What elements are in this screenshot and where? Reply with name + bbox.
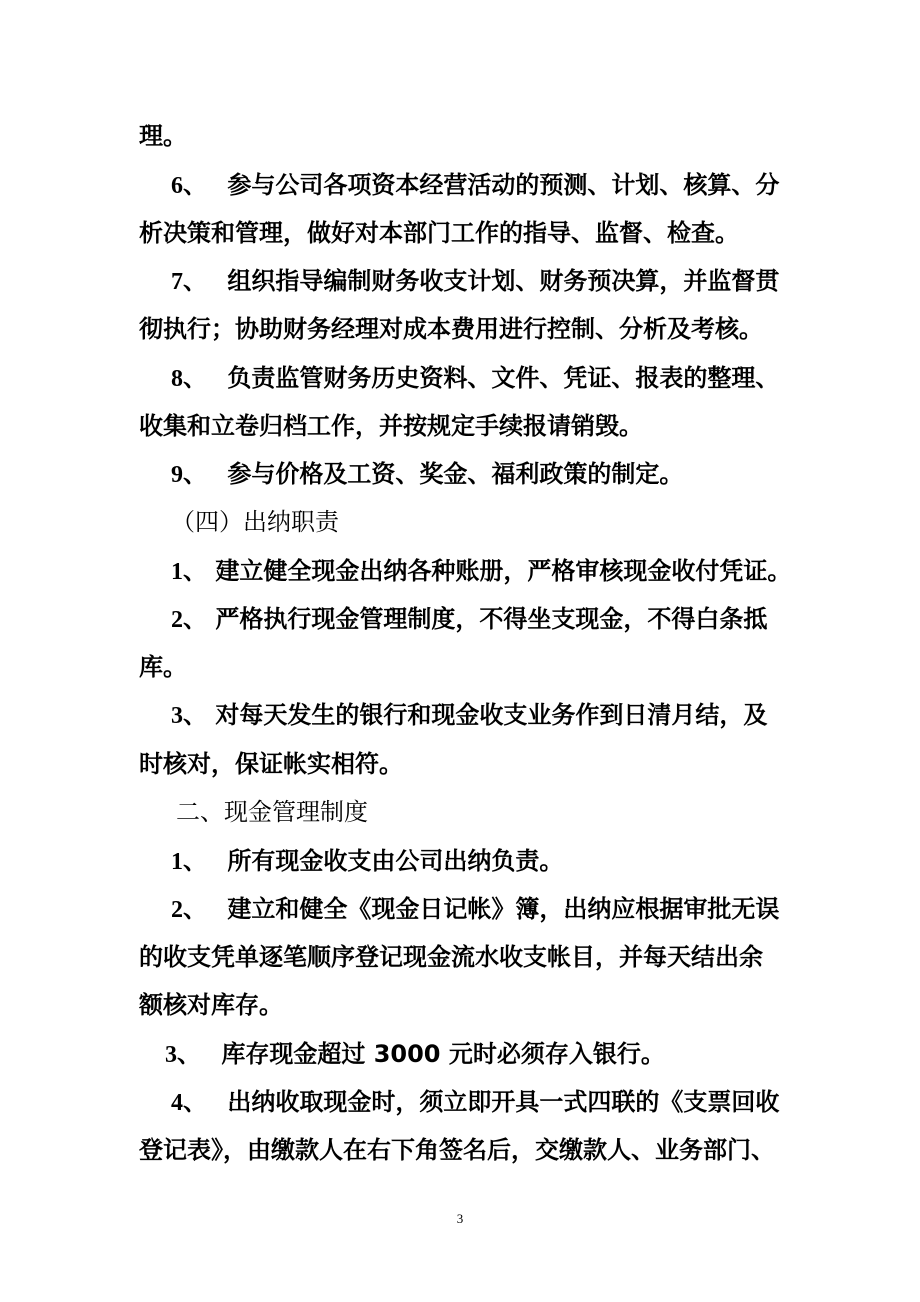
item-number: 9、	[171, 462, 207, 488]
item-number: 3、	[165, 1042, 201, 1068]
list-item-7	[171, 269, 779, 294]
text-line-11	[139, 655, 187, 679]
text-line-17	[139, 945, 763, 969]
item-number: 1、	[171, 559, 207, 585]
line-text: 时核对，保证帐实相符。	[139, 750, 403, 778]
list-item-cash-3	[165, 1042, 665, 1067]
line-text: 库。	[139, 653, 187, 681]
item-number: 2、	[171, 607, 207, 633]
list-item-9	[171, 462, 683, 487]
item-number: 7、	[171, 269, 207, 295]
text-line-6	[139, 414, 643, 438]
list-item-cash-2	[171, 897, 779, 922]
line-text: 彻执行；协助财务经理对成本费用进行控制、分析及考核。	[139, 315, 763, 343]
line-text: 建立和健全《现金日记帐》簿，出纳应根据审批无误	[227, 895, 780, 923]
list-item-cash-4	[171, 1090, 779, 1115]
line-text: 严格执行现金管理制度，不得坐支现金，不得白条抵	[215, 605, 768, 633]
list-item-cashier-2	[171, 607, 767, 632]
item-number: 6、	[171, 173, 207, 199]
text-line-4	[139, 317, 763, 341]
line-text: 所有现金收支由公司出纳负责。	[227, 847, 564, 875]
line-text: 参与价格及工资、奖金、福利政策的制定。	[227, 460, 684, 488]
line-text: 析决策和管理，做好对本部门工作的指导、监督、检查。	[139, 219, 739, 247]
text-line-21	[139, 1138, 775, 1162]
list-item-cashier-3	[171, 703, 767, 728]
line-text: 库存现金超过 3000 元时必须存入银行。	[221, 1040, 665, 1068]
line-text: 参与公司各项资本经营活动的预测、计划、核算、分	[227, 171, 780, 199]
line-text: 理。	[139, 122, 187, 150]
item-number: 4、	[171, 1090, 207, 1116]
item-number: 3、	[171, 703, 207, 729]
text-line-13	[139, 752, 403, 776]
line-text: 负责监管财务历史资料、文件、凭证、报表的整理、	[227, 364, 780, 392]
list-item-cash-1	[171, 849, 563, 874]
list-item-6	[171, 173, 779, 198]
item-number: 8、	[171, 366, 207, 392]
line-text: 建立健全现金出纳各种账册，严格审核现金收付凭证。	[215, 557, 792, 585]
item-number: 1、	[171, 849, 207, 875]
line-text: 的收支凭单逐笔顺序登记现金流水收支帐目，并每天结出余	[139, 943, 763, 971]
text-line-0	[139, 124, 187, 148]
section-heading-cash-management	[176, 800, 368, 824]
heading-text: 二、现金管理制度	[176, 798, 368, 826]
text-line-18	[139, 993, 283, 1017]
line-text: 组织指导编制财务收支计划、财务预决算，并监督贯	[227, 267, 780, 295]
heading-text: （四）出纳职责	[171, 508, 339, 536]
list-item-cashier-1	[171, 559, 791, 584]
line-text: 出纳收取现金时，须立即开具一式四联的《支票回收	[227, 1088, 780, 1116]
text-line-2	[139, 221, 739, 245]
item-number: 2、	[171, 897, 207, 923]
section-heading-cashier	[171, 510, 339, 534]
line-text: 收集和立卷归档工作，并按规定手续报请销毁。	[139, 412, 643, 440]
line-text: 额核对库存。	[139, 991, 283, 1019]
list-item-8	[171, 366, 779, 391]
page-number: 3	[456, 1211, 464, 1226]
line-text: 对每天发生的银行和现金收支业务作到日清月结，及	[215, 701, 768, 729]
line-text: 登记表》，由缴款人在右下角签名后，交缴款人、业务部门、	[139, 1136, 775, 1164]
